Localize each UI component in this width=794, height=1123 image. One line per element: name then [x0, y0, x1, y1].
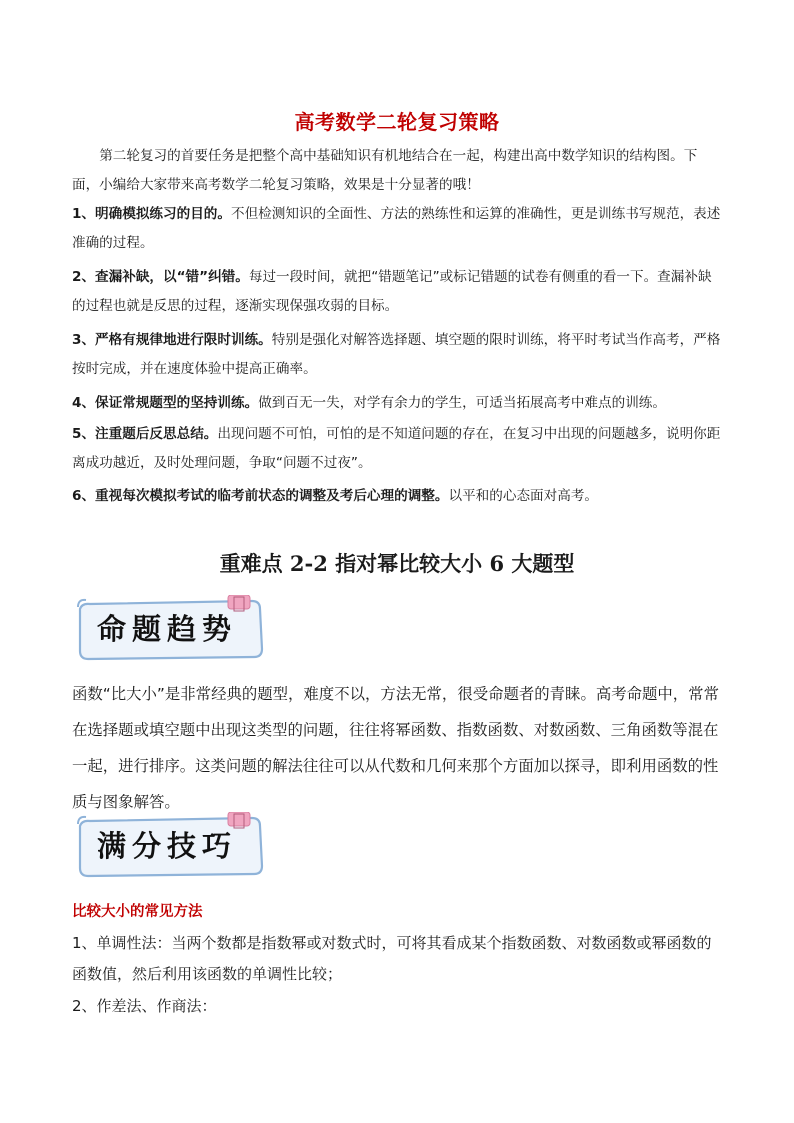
- strategy-item-5: [72, 420, 724, 478]
- trend-paragraph: 函数“比大小”是非常经典的题型，难度不以，方法无常，很受命题者的青睐。高考命题中，常常在选择题或填空题中出现这类型的问题，往往将幂函数、指数函数、对数函数、三角函数等混在一起，进行排序。这类问题的解法往往可以从代数和几何来那个方面加以探寻，即利用函数的性质与图象解答。: [72, 685, 719, 811]
- page-title: 高考数学二轮复习策略: [294, 110, 500, 134]
- strategy-body: 每过一段时间，就把“错题笔记”或标记错题的试卷有侧重的看一下。查漏补缺的过程也就是反思的过程，逐渐实现保强攻弱的目标。: [72, 269, 712, 314]
- strategy-item-2: [72, 263, 724, 321]
- strategy-lead: 3、严格有规律地进行限时训练。: [72, 332, 272, 348]
- strategy-item-1: [72, 200, 724, 258]
- strategy-body: 做到百无一失，对学有余力的学生，可适当拓展高考中难点的训练。: [258, 395, 666, 411]
- trend-badge-label: 命题趋势: [96, 612, 237, 646]
- skills-badge-label: 满分技巧: [96, 829, 237, 863]
- strategy-item-3: [72, 326, 724, 384]
- trend-badge: [74, 595, 270, 665]
- strategy-item-4: [72, 389, 724, 418]
- method-item-2: 2、作差法、作商法：: [72, 997, 217, 1015]
- method-item-1: 1、单调性法：当两个数都是指数幂或对数式时，可将其看成某个指数函数、对数函数或幂函数的函数值，然后利用该函数的单调性比较；: [72, 934, 712, 983]
- strategy-body: 出现问题不可怕，可怕的是不知道问题的存在，在复习中出现的问题越多，说明你距离成功越近，及时处理问题，争取“问题不过夜”。: [72, 426, 721, 471]
- strategy-lead: 1、明确模拟练习的目的。: [72, 206, 231, 222]
- strategy-body: 特别是强化对解答选择题、填空题的限时训练，将平时考试当作高考，严格按时完成，并在速度体验中提高正确率。: [72, 332, 721, 377]
- methods-heading: 比较大小的常见方法: [72, 904, 203, 920]
- strategy-lead: 6、重视每次模拟考试的临考前状态的调整及考后心理的调整。: [72, 488, 449, 504]
- strategy-lead: 2、查漏补缺，以“错”纠错。: [72, 269, 249, 285]
- intro-paragraph: 第二轮复习的首要任务是把整个高中基础知识有机地结合在一起，构建出高中数学知识的结构图。下面，小编给大家带来高考数学二轮复习策略，效果是十分显著的哦！: [72, 148, 698, 193]
- strategy-body: 以平和的心态面对高考。: [448, 488, 599, 504]
- section-title: 重难点 2-2 指对幂比较大小 6 大题型: [219, 551, 575, 576]
- strategy-lead: 4、保证常规题型的坚持训练。: [72, 395, 259, 411]
- strategy-body: 不但检测知识的全面性、方法的熟练性和运算的准确性，更是训练书写规范，表述准确的过程。: [72, 206, 721, 251]
- strategy-item-6: [72, 482, 724, 511]
- skills-badge: [74, 812, 270, 882]
- strategy-lead: 5、注重题后反思总结。: [72, 426, 218, 442]
